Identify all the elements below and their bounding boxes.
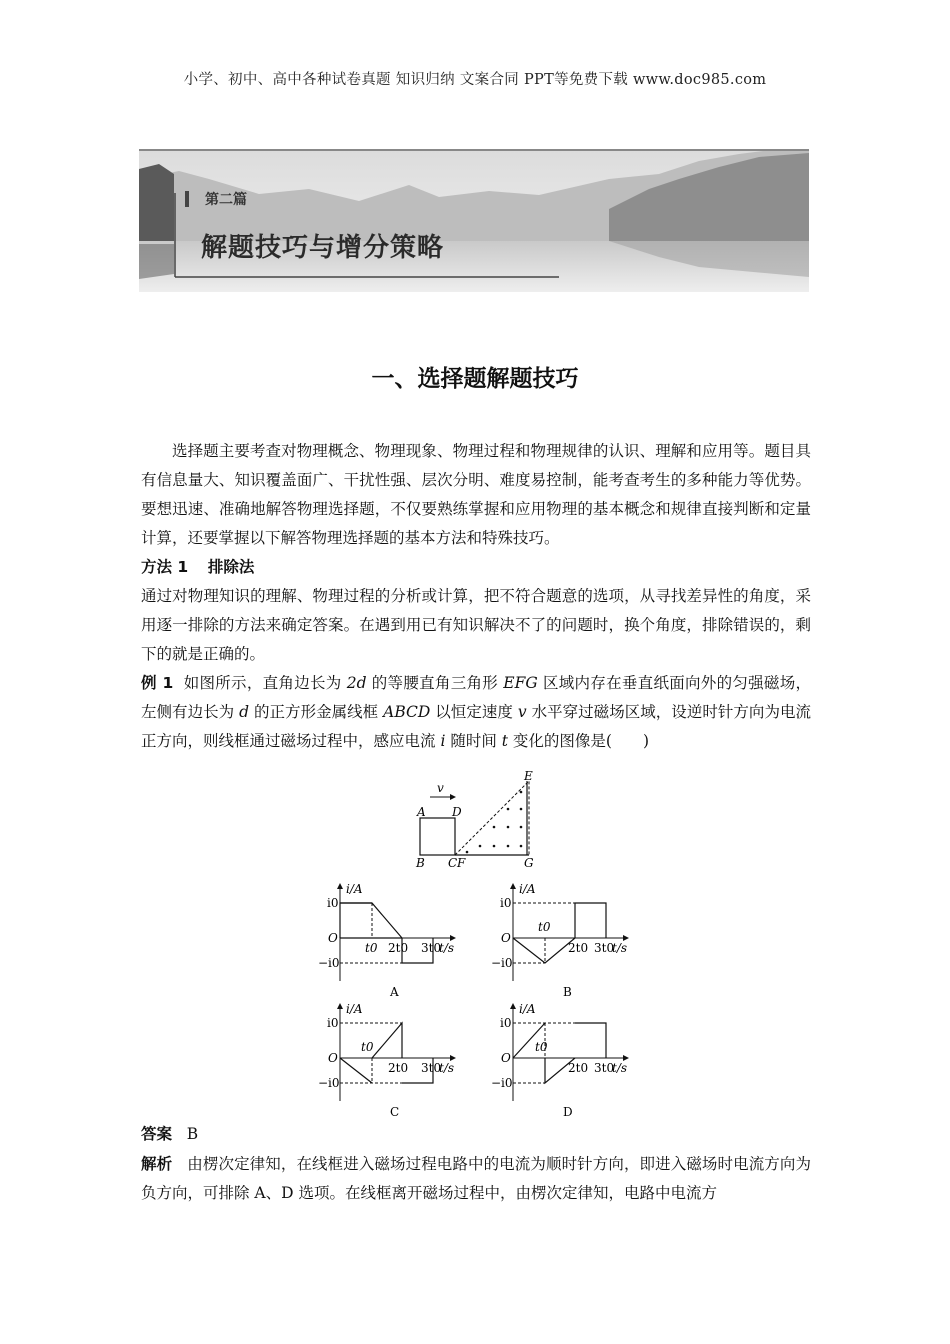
pos-label: i0 xyxy=(500,1016,512,1030)
answer-label: 答案 xyxy=(141,1125,173,1143)
example-text: 的等腰直角三角形 xyxy=(366,674,504,692)
y-axis-label: i/A xyxy=(519,1002,536,1016)
chapter-banner xyxy=(139,149,809,292)
analysis-label: 解析 xyxy=(141,1155,173,1173)
neg-label: −i0 xyxy=(491,1076,513,1090)
label-v: v xyxy=(437,781,444,795)
intro-paragraph: 选择题主要考查对物理概念、物理现象、物理过程和物理规律的认识、理解和应用等。题目具有信息量大、知识覆盖面广、干扰性强、层次分明、难度易控制，能考查考生的多种能力等优势。要想迅速、准确地解答物理选择题，不仅要熟练掌握和应用物理的基本概念和规律直接判断和定量计算，还要掌握以下解答物理选择题的基本方法和特殊技巧。 xyxy=(141,442,811,547)
pos-label: i0 xyxy=(500,896,512,910)
section-title: 一、选择题解题技巧 xyxy=(371,366,579,392)
example-text: 随时间 xyxy=(445,732,502,750)
origin-label: O xyxy=(328,1051,338,1065)
method-label: 方法 1 xyxy=(141,558,189,576)
method-description: 通过对物理知识的理解、物理过程的分析或计算，把不符合题意的选项，从寻找差异性的角度，采用逐一排除的方法来确定答案。在遇到用已有知识解决不了的问题时，换个角度，排除错误的，剩下的就是正确的。 xyxy=(141,587,811,663)
example-var: t xyxy=(501,732,508,750)
t3-label: 3t0 xyxy=(421,1061,442,1075)
t1-label: t0 xyxy=(538,920,551,934)
page-header: 小学、初中、高中各种试卷真题 知识归纳 文案合同 PPT等免费下载 www.doc985.com xyxy=(183,72,767,88)
t1-label: t0 xyxy=(365,941,378,955)
loop-diagram xyxy=(415,769,534,870)
figure-svg xyxy=(300,768,660,1118)
t2-label: 2t0 xyxy=(568,941,589,955)
t3-label: 3t0 xyxy=(594,941,615,955)
t2-label: 2t0 xyxy=(568,1061,589,1075)
example-var: EFG xyxy=(503,674,538,692)
label-C: C xyxy=(448,856,458,870)
example-text: 以恒定速度 xyxy=(430,703,518,721)
analysis-paragraph xyxy=(141,1150,811,1208)
t1-label: t0 xyxy=(535,1040,548,1054)
physics-figure xyxy=(300,768,660,1118)
answer-value: B xyxy=(186,1125,199,1143)
example-text: 的正方形金属线框 xyxy=(249,703,384,721)
label-G: G xyxy=(524,856,534,870)
example-var: 2d xyxy=(346,674,367,692)
example-var: i xyxy=(440,732,446,750)
analysis-text: 由楞次定律知，在线框进入磁场过程电路中的电流为顺时针方向，即进入磁场时电流方向为负方向，可排除 A、D 选项。在线框离开磁场过程中，由楞次定律知，电路中电流方 xyxy=(141,1155,811,1202)
caption-B: B xyxy=(563,985,572,999)
example-var: v xyxy=(517,703,527,721)
method-name: 排除法 xyxy=(207,558,255,576)
pos-label: i0 xyxy=(327,896,339,910)
example-text: 区域内存在垂直纸面向外的匀强磁场，左侧有边长为 xyxy=(141,674,812,721)
origin-label: O xyxy=(501,1051,511,1065)
t2-label: 2t0 xyxy=(388,941,409,955)
label-E: E xyxy=(524,769,533,783)
neg-label: −i0 xyxy=(318,1076,340,1090)
graph-A xyxy=(318,882,456,999)
example-var: d xyxy=(239,703,250,721)
origin-label: O xyxy=(501,931,511,945)
example-text: 变化的图像是( ) xyxy=(508,732,650,750)
banner-title: 解题技巧与增分策略 xyxy=(201,233,445,263)
y-axis-label: i/A xyxy=(346,1002,363,1016)
label-B: B xyxy=(416,856,425,870)
banner-part-label: 第二篇 xyxy=(205,192,247,208)
y-axis-label: i/A xyxy=(346,882,363,896)
example-paragraph xyxy=(141,669,811,756)
square-loop xyxy=(420,818,455,855)
example-text: 如图所示，直角边长为 xyxy=(183,674,347,692)
caption-D: D xyxy=(563,1105,573,1118)
t3-label: 3t0 xyxy=(594,1061,615,1075)
t2-label: 2t0 xyxy=(388,1061,409,1075)
caption-C: C xyxy=(390,1105,400,1118)
y-axis-label: i/A xyxy=(519,882,536,896)
x-axis-label: t/s xyxy=(439,1061,455,1075)
field-dots xyxy=(466,791,523,854)
triangle-field xyxy=(455,781,529,855)
label-A: A xyxy=(417,805,426,819)
x-axis-label: t/s xyxy=(439,941,455,955)
x-axis-label: t/s xyxy=(612,941,628,955)
graph-C xyxy=(318,1002,456,1118)
answer-line xyxy=(141,1120,811,1149)
example-text: 水平穿过磁场区域，设逆时针方向为电流正方向，则线框通过磁场过程中，感应电流 xyxy=(141,703,811,750)
t3-label: 3t0 xyxy=(421,941,442,955)
graph-D xyxy=(491,1002,629,1118)
example-var: ABCD xyxy=(383,703,431,721)
landscape-banner-image xyxy=(139,149,809,292)
method-heading xyxy=(141,553,811,582)
caption-A: A xyxy=(390,985,399,999)
neg-label: −i0 xyxy=(491,956,513,970)
origin-label: O xyxy=(328,931,338,945)
x-axis-label: t/s xyxy=(612,1061,628,1075)
t1-label: t0 xyxy=(361,1040,374,1054)
graph-B xyxy=(491,882,629,999)
pos-label: i0 xyxy=(327,1016,339,1030)
label-F: F xyxy=(457,856,466,870)
example-label: 例 1 xyxy=(141,674,174,692)
neg-label: −i0 xyxy=(318,956,340,970)
label-D: D xyxy=(452,805,462,819)
